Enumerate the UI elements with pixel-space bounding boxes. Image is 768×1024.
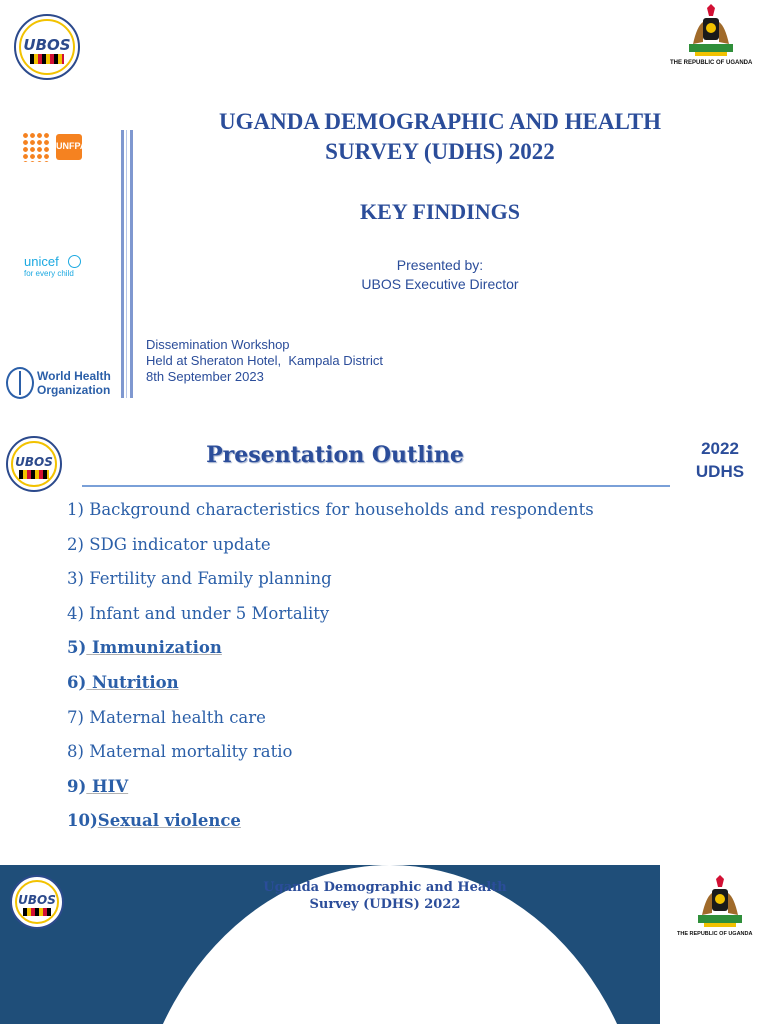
outline-slide xyxy=(0,415,768,840)
ubos-logo: UBOS xyxy=(10,875,64,929)
list-item: 3) Fertility and Family planning xyxy=(67,569,332,589)
globe-icon xyxy=(68,255,81,268)
who-emblem-icon xyxy=(6,367,34,399)
outline-title: Presentation Outline xyxy=(206,442,464,468)
list-item: 10)Sexual violence xyxy=(67,811,241,831)
workshop-details: Dissemination Workshop Held at Sheraton Hotel, Kampala District 8th September 2023 xyxy=(146,337,383,384)
presented-by-label: Presented by: xyxy=(396,257,484,273)
survey-title-line2: SURVEY (UDHS) 2022 xyxy=(325,139,555,164)
coat-caption: THE REPUBLIC OF UGANDA xyxy=(677,931,753,937)
footer-title: Uganda Demographic and Health Survey (UDHS) 2022 xyxy=(263,880,507,912)
ubos-logo: UBOS xyxy=(6,436,62,492)
list-item: 7) Maternal health care xyxy=(67,707,266,727)
udhs-badge: 2022 UDHS xyxy=(695,439,745,481)
uganda-coat-of-arms-icon xyxy=(685,4,737,58)
key-findings-heading: KEY FINDINGS xyxy=(360,199,520,224)
title-underline xyxy=(82,485,670,487)
list-item: 6) Nutrition xyxy=(67,672,179,692)
unfpa-logo: UNFPA xyxy=(22,130,84,164)
list-item: 2) SDG indicator update xyxy=(67,534,271,554)
list-item: 1) Background characteristics for households and respondents xyxy=(67,500,594,519)
list-item: 8) Maternal mortality ratio xyxy=(67,742,293,762)
unicef-logo: unicef for every child xyxy=(24,255,74,278)
uganda-coat-of-arms-icon xyxy=(694,875,746,929)
survey-title-line1: UGANDA DEMOGRAPHIC AND HEALTH xyxy=(219,109,661,134)
list-item: 9) HIV xyxy=(67,776,129,796)
list-item: 4) Infant and under 5 Mortality xyxy=(67,603,330,623)
presenter-name: UBOS Executive Director xyxy=(361,276,519,292)
coat-caption: THE REPUBLIC OF UGANDA xyxy=(670,60,753,66)
list-item: 5) Immunization xyxy=(67,638,222,658)
outline-list xyxy=(67,497,594,840)
ubos-logo: UBOS xyxy=(14,14,80,80)
title-slide: UBOS THE REPUBLIC OF UGANDA UGANDA DEMOGRAPHIC AND HEALTH SURVEY (UDHS) 2022 KEY FINDINGS Presented by: UBOS Executive Director Dissemination Workshop Held at Sheraton Hotel, Kampala District 8th September 2023 UNFPA unicef for every child World Health Organization xyxy=(0,0,768,410)
footer-slide xyxy=(0,865,768,1024)
vertical-divider xyxy=(121,130,133,398)
